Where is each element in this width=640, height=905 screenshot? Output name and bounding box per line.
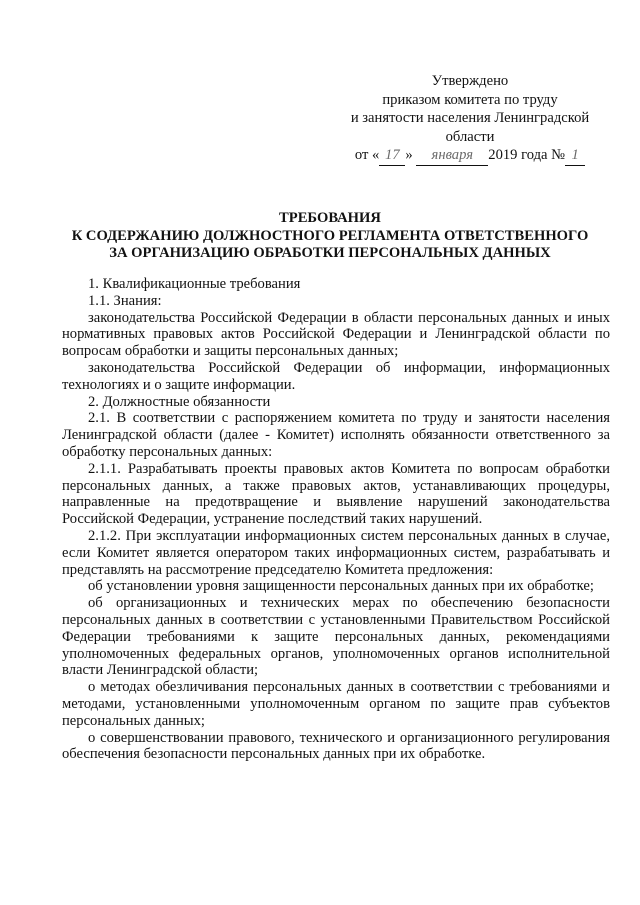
subsection-2-1: 2.1. В соответствии с распоряжением комитета по труду и занятости населения Ленинградской области (далее - Комитет) исполнять обязанности ответственного за обработку персональных данных:	[62, 410, 610, 460]
subsection-2-1-1: 2.1.1. Разрабатывать проекты правовых актов Комитета по вопросам обработки персональных данных, а также правовых актов, устанавливающих процедуры, направленные на предотвращение и выявление нарушений законодательства Российской Федерации, устранение последствий таких нарушений.	[62, 460, 610, 528]
date-suffix: 2019 года №	[488, 147, 566, 163]
approval-stamp-block	[340, 72, 600, 166]
section-1-title: 1. Квалификационные требования	[88, 276, 301, 292]
document-body	[62, 276, 610, 763]
heading-line-3: ЗА ОРГАНИЗАЦИЮ ОБРАБОТКИ ПЕРСОНАЛЬНЫХ ДАННЫХ	[109, 245, 551, 261]
date-prefix: от «	[354, 147, 380, 163]
heading-line-2: К СОДЕРЖАНИЮ ДОЛЖНОСТНОГО РЕГЛАМЕНТА ОТВЕТСТВЕННОГО	[71, 227, 589, 244]
list-item-improvement: о совершенствовании правового, технического и организационного регулирования обеспечения безопасности персональных данных при их обработке.	[62, 729, 610, 763]
subsection-1-1: 1.1. Знания:	[88, 292, 162, 309]
date-mid: »	[405, 147, 417, 163]
approval-committee: и занятости населения Ленинградской	[350, 110, 590, 126]
approval-title: Утверждено	[431, 73, 509, 89]
document-heading	[40, 210, 620, 263]
list-item-protection-level: об установлении уровня защищенности персональных данных при их обработке;	[88, 578, 594, 595]
date-day-handwritten: 17	[379, 146, 405, 166]
approval-order: приказом комитета по труду	[382, 91, 558, 108]
paragraph-knowledge-pd: законодательства Российской Федерации в области персональных данных и иных нормативных правовых актов Российской Федерации и Ленинградской области по вопросам обработки и защиты персональных данных;	[62, 309, 610, 360]
order-number-handwritten: 1	[565, 146, 585, 166]
approval-date-line	[340, 146, 600, 166]
section-2-title: 2. Должностные обязанности	[88, 393, 271, 410]
date-month-handwritten: января	[416, 146, 488, 166]
heading-line-1: ТРЕБОВАНИЯ	[279, 210, 381, 226]
approval-region: области	[445, 128, 495, 145]
paragraph-knowledge-info: законодательства Российской Федерации об информации, информационных технологиях и о защите информации.	[62, 359, 610, 393]
list-item-measures: об организационных и технических мерах по обеспечению безопасности персональных данных в соответствии с установленными Правительством Российской Федерации требованиями к защите персональных данных, рекомендациями уполномоченных федеральных органов, уполномоченных органов исполнительной власти Ленинградской области;	[62, 595, 610, 679]
subsection-2-1-2: 2.1.2. При эксплуатации информационных систем персональных данных в случае, если Комитет является оператором таких информационных систем, разрабатывать и представлять на рассмотрение председателю Комитета предложения:	[62, 527, 610, 578]
list-item-anonymization: о методах обезличивания персональных данных в соответствии с требованиями и методами, установленными уполномоченным органом по защите прав субъектов персональных данных;	[62, 679, 610, 729]
